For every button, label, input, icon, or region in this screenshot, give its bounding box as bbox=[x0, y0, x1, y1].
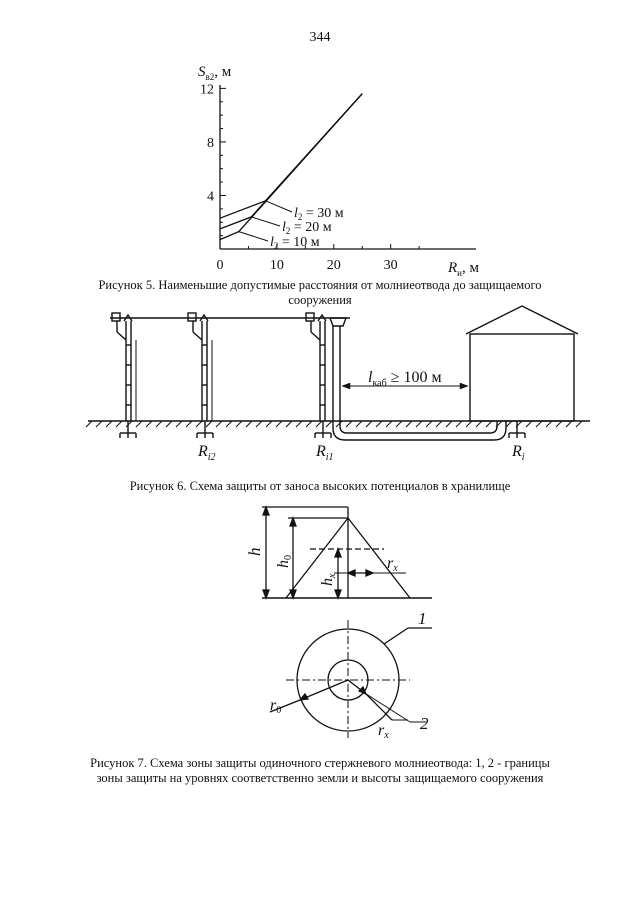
label-r-i2: $R_{i2}$ bbox=[198, 443, 216, 463]
boundary-mark-1: 1 bbox=[418, 609, 427, 628]
label-rx-top: rx bbox=[387, 555, 398, 574]
page-number: 344 bbox=[309, 30, 331, 45]
x-tick-label: 20 bbox=[326, 258, 341, 273]
label-r-i1: $R_{i1}$ bbox=[316, 443, 334, 463]
figure-7-caption-line2: зоны защиты на уровнях соответственно земли и высоты защищаемого сооружения bbox=[96, 771, 544, 785]
boundary-mark-2: 2 bbox=[420, 714, 429, 733]
x-tick-label: 10 bbox=[269, 258, 284, 273]
label-h: h bbox=[245, 547, 264, 556]
legend-entry-l2-10: $l_2 = 10$ м bbox=[270, 235, 320, 251]
figure-5-caption-line2: сооружения bbox=[288, 293, 352, 307]
figure-5-caption-line1: Рисунок 5. Наименьшие допустимые расстояния от молниеотвода до защищаемого bbox=[98, 278, 542, 292]
label-rx-bottom: rx bbox=[378, 722, 389, 741]
legend-entry-l2-20: $l_2 = 20$ м bbox=[282, 220, 332, 236]
figure-6-caption: Рисунок 6. Схема защиты от заноса высоких потенциалов в хранилище bbox=[129, 479, 511, 493]
y-tick-label: 4 bbox=[207, 189, 214, 205]
x-tick-label: 30 bbox=[383, 258, 398, 273]
label-h0: h0 bbox=[275, 555, 294, 568]
label-hx: hx bbox=[319, 573, 338, 586]
label-r0: r0 bbox=[270, 697, 282, 716]
figure-7-caption-line1: Рисунок 7. Схема зоны защиты одиночного стержневого молниеотвода: 1, 2 - границы bbox=[90, 756, 550, 770]
x-axis-label: $R_и$, м bbox=[448, 260, 479, 278]
x-tick-label: 0 bbox=[216, 258, 224, 273]
label-r-i: $R_i$ bbox=[512, 443, 525, 463]
figure-7-caption bbox=[60, 756, 580, 786]
y-axis-label: $S_{в2}$, м bbox=[198, 64, 232, 82]
y-tick-label: 12 bbox=[200, 82, 214, 98]
dimension-label: $l_{каб} \ge 100$ м bbox=[368, 369, 442, 389]
y-tick-label: 8 bbox=[207, 135, 214, 151]
legend-entry-l2-30: $l_2 = 30$ м bbox=[294, 206, 344, 222]
